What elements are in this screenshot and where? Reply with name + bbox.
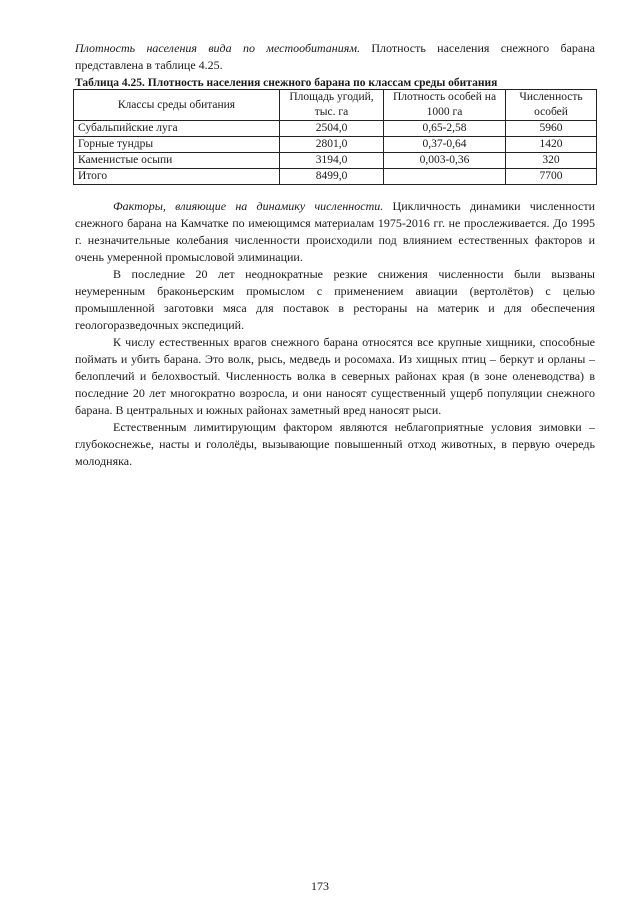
paragraph-predators: К числу естественных врагов снежного барана относятся все крупные хищники, способные поймать и убить барана. Это волк, рысь, медведь и росомаха. Из хищных птиц – беркут и орланы – белоплечий и белохвостый. Численность волка в северных районах края (в зоне оленеводства) в последние 20 лет многократно возросла, и они наносят существенный ущерб популяции снежного барана. В центральных и южных районах заметный вред наносят рыси. — [75, 335, 595, 417]
paragraph-poaching: В последние 20 лет неоднократные резкие снижения численности были вызваны неумеренным браконьерским промыслом с применением авиации (вертолётов) с целью промышленной заготовки мяса для поставок в рестораны на материк и для обеспечения геологоразведочных экспедиций. — [75, 267, 595, 332]
intro-paragraph — [75, 40, 595, 74]
paragraph-factors — [75, 198, 595, 266]
cell-density — [384, 169, 506, 185]
header-density: Плотность особей на 1000 га — [384, 90, 506, 121]
cell-area: 2504,0 — [280, 121, 384, 137]
cell-density: 0,65-2,58 — [384, 121, 506, 137]
density-table — [73, 89, 597, 185]
cell-habitat: Субальпийские луга — [74, 121, 280, 137]
body-text — [75, 198, 595, 470]
table-row — [74, 137, 597, 153]
page-number: 173 — [311, 879, 329, 893]
table-caption: Таблица 4.25. Плотность населения снежного барана по классам среды обитания — [75, 77, 498, 89]
table-row — [74, 153, 597, 169]
cell-area: 3194,0 — [280, 153, 384, 169]
cell-habitat: Каменистые осыпи — [74, 153, 280, 169]
cell-count: 320 — [506, 153, 597, 169]
header-area: Площадь угодий, тыс. га — [280, 90, 384, 121]
paragraph-winter: Естественным лимитирующим фактором являются неблагоприятные условия зимовки – глубокоснежье, насты и гололёды, вызывающие повышенный отход животных, в первую очередь молодняка. — [75, 420, 595, 468]
cell-area: 2801,0 — [280, 137, 384, 153]
cell-density: 0,003-0,36 — [384, 153, 506, 169]
cell-habitat: Горные тундры — [74, 137, 280, 153]
table-header-row — [74, 90, 597, 121]
header-habitat-class: Классы среды обитания — [74, 90, 280, 121]
cell-habitat: Итого — [74, 169, 280, 185]
intro-lead: Плотность населения вида по местообитаниям. — [75, 41, 360, 55]
table-row — [74, 121, 597, 137]
paragraph-text: Цикличность динамики численности снежного барана на Камчатке по имеющимся материалам 1975-2016 гг. не прослеживается. До 1995 г. незначительные колебания численности происходили под влиянием естественных факторов и очень умеренной промысловой элиминации. — [75, 199, 595, 264]
table-total-row — [74, 169, 597, 185]
intro-text: Плотность населения снежного барана представлена в таблице 4.25. — [75, 41, 595, 72]
cell-count: 7700 — [506, 169, 597, 185]
cell-count: 1420 — [506, 137, 597, 153]
cell-area: 8499,0 — [280, 169, 384, 185]
cell-count: 5960 — [506, 121, 597, 137]
header-count: Численность особей — [506, 90, 597, 121]
paragraph-lead: Факторы, влияющие на динамику численности. — [113, 199, 384, 213]
cell-density: 0,37-0,64 — [384, 137, 506, 153]
